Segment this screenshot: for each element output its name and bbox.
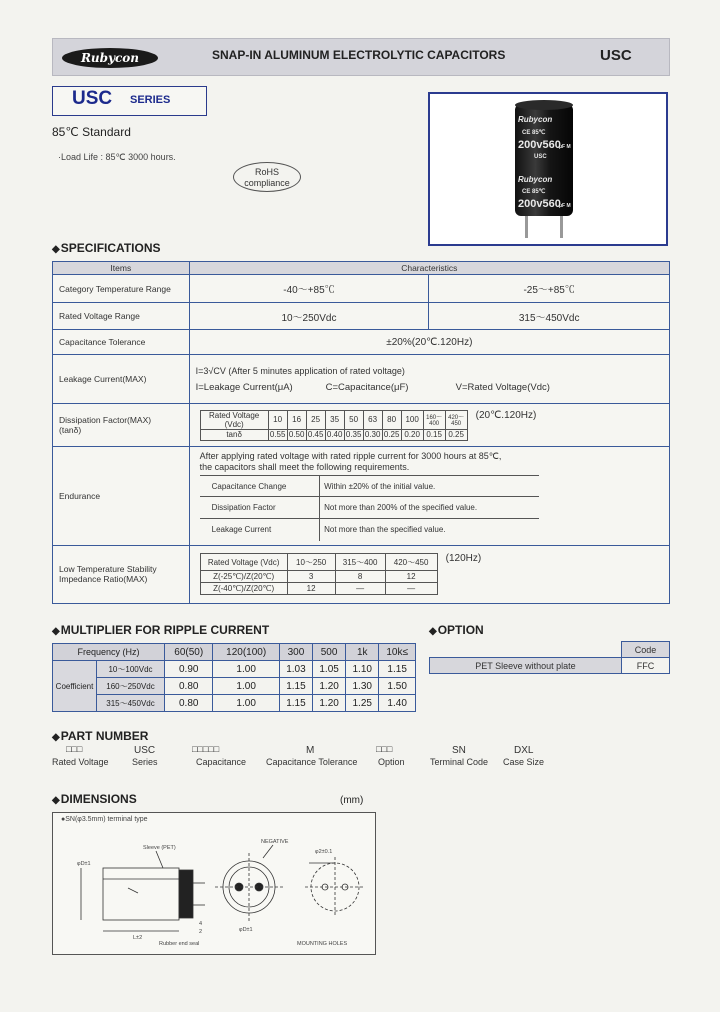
code-header: Code [622, 642, 670, 658]
endurance-cell [189, 447, 669, 546]
freq-value: 300 [279, 644, 312, 661]
terminal-pin [560, 216, 563, 238]
freq-value: 120(100) [213, 644, 279, 661]
multiplier-value: 1.15 [279, 695, 312, 712]
dimension-drawing [53, 813, 375, 954]
section-specifications: ◆SPECIFICATIONS [52, 241, 161, 255]
pn-label: Case Size [503, 757, 545, 767]
lowtemp-cell [189, 545, 669, 603]
lowtemp-row-name: Z(-40℃)/Z(20℃) [200, 583, 287, 595]
dim-label-pin: 4 [199, 921, 203, 927]
cap1-temp: CE 85℃ [522, 130, 546, 136]
multiplier-value: 0.80 [165, 678, 213, 695]
rohs-badge [233, 162, 301, 192]
feature-item: ·Load Life : 85℃ 3000 hours. [58, 152, 176, 162]
dim-label-sleeve: Sleeve (PET) [143, 845, 176, 851]
endurance-grid [200, 475, 539, 541]
leakage-cell [189, 355, 669, 404]
lowtemp-col: 420～450 [385, 554, 437, 571]
df-tan: 0.25 [383, 430, 400, 439]
freq-label: Frequency (Hz) [53, 644, 165, 661]
terminal-pin [525, 216, 528, 238]
spec-row-df [53, 404, 670, 447]
lowtemp-grid [200, 553, 438, 595]
lowtemp-row-name: Z(-25℃)/Z(20℃) [200, 571, 287, 583]
df-row2-head: tanδ [200, 429, 268, 440]
part-number-row [52, 744, 612, 770]
option-item: PET Sleeve without plate [430, 658, 622, 674]
lowtemp-label-2: Impedance Ratio(MAX) [59, 574, 148, 584]
lowtemp-val: 3 [287, 571, 335, 583]
lowtemp-col: 10～250 [287, 554, 335, 571]
freq-value: 10k≤ [379, 644, 416, 661]
multiplier-value: 1.00 [213, 661, 279, 678]
option-table [429, 641, 670, 674]
side-view-body [103, 868, 179, 920]
spec-row-cat-temp [53, 275, 670, 303]
diamond-icon: ◆ [52, 795, 60, 806]
voltage-range: 10～100Vdc [97, 661, 165, 678]
df-voltage: 63 [363, 410, 382, 429]
df-tan: 0.50 [288, 430, 305, 439]
series-word: SERIES [130, 94, 171, 106]
spec-value: ±20%(20℃.120Hz) [189, 330, 669, 355]
items-header: Items [53, 262, 190, 275]
df-tan: 0.55 [269, 430, 286, 439]
multiplier-value: 1.00 [213, 678, 279, 695]
spec-label [53, 545, 190, 603]
dim-label-rubber: Rubber end seal [159, 941, 200, 947]
spec-label: Endurance [53, 447, 190, 546]
multiplier-freq-row [53, 644, 416, 661]
cap1-unit: μF M [559, 144, 571, 150]
diamond-icon: ◆ [52, 626, 60, 637]
lowtemp-val: 12 [287, 583, 335, 595]
df-tan: 0.20 [401, 429, 423, 440]
endurance-value: Not more than the specified value. [320, 519, 539, 541]
spec-row-cap-tolerance [53, 330, 670, 355]
lowtemp-col: 315～400 [335, 554, 385, 571]
pn-label: Capacitance [196, 757, 247, 767]
pn-value: USC [134, 745, 156, 756]
df-voltage: 100 [401, 410, 423, 429]
df-row1-head: Rated Voltage (Vdc) [200, 410, 268, 429]
leakage-v-def: V=Rated Voltage(Vdc) [455, 381, 550, 393]
lowtemp-val: — [385, 583, 437, 595]
spec-value: -25～+85℃ [429, 275, 670, 303]
multiplier-table [52, 643, 416, 712]
spec-row-low-temp [53, 545, 670, 603]
section-dimensions: ◆DIMENSIONS [52, 792, 137, 806]
lowtemp-val: — [335, 583, 385, 595]
section-multiplier: ◆MULTIPLIER FOR RIPPLE CURRENT [52, 623, 270, 637]
df-voltage: 25 [306, 410, 325, 429]
standard-label: 85℃ Standard [52, 125, 131, 139]
spec-value: -40～+85℃ [189, 275, 429, 303]
spec-label [53, 404, 190, 447]
spec-row-rated-voltage [53, 303, 670, 330]
diamond-icon: ◆ [52, 732, 60, 743]
pn-boxes-rated-voltage: □□□ [66, 744, 83, 754]
df-tan: 0.40 [326, 430, 343, 439]
lowtemp-head: Rated Voltage (Vdc) [200, 554, 287, 571]
multiplier-value: 0.90 [165, 661, 213, 678]
freq-value: 500 [313, 644, 346, 661]
dim-label-dia: φD±1 [77, 861, 91, 867]
pn-value: DXL [514, 745, 534, 756]
pn-value: M [306, 745, 315, 756]
lowtemp-val: 12 [385, 571, 437, 583]
leakage-c-def: C=Capacitance(μF) [325, 381, 409, 393]
df-voltage: 420～450 [445, 410, 467, 429]
leakage-defs [196, 382, 663, 393]
pn-label: Rated Voltage [52, 757, 109, 767]
option-blank [430, 642, 622, 658]
multiplier-value: 1.50 [379, 678, 416, 695]
multiplier-value: 1.40 [379, 695, 416, 712]
lowtemp-condition: (120Hz) [445, 553, 482, 564]
multiplier-value: 1.20 [313, 678, 346, 695]
multiplier-value: 1.05 [313, 661, 346, 678]
multiplier-row [53, 695, 416, 712]
spec-header-row [53, 262, 670, 275]
pn-boxes-option: □□□ [376, 744, 393, 754]
endurance-value: Within ±20% of the initial value. [320, 476, 539, 497]
cap2-rating: 200v560 [518, 198, 561, 210]
df-cell [189, 404, 669, 447]
spec-value: 10～250Vdc [189, 303, 429, 330]
spec-row-endurance [53, 447, 670, 546]
dim-label-negative: NEGATIVE [261, 839, 289, 845]
dim-label-term: 2 [199, 929, 203, 935]
spec-label: Leakage Current(MAX) [53, 355, 190, 404]
pn-label: Series [132, 757, 158, 767]
df-voltage: 50 [344, 410, 363, 429]
df-voltage: 10 [268, 410, 287, 429]
df-label-2: (tanδ) [59, 425, 82, 435]
multiplier-row [53, 678, 416, 695]
multiplier-value: 1.20 [313, 695, 346, 712]
rohs-line2: compliance [244, 178, 290, 188]
voltage-range: 315～450Vdc [97, 695, 165, 712]
polarity-arrow [128, 888, 138, 893]
endurance-item: Dissipation Factor [200, 497, 320, 519]
df-tan: 0.15 [423, 429, 445, 440]
coefficient-label: Coefficient [53, 661, 97, 712]
pn-label: Option [378, 757, 405, 767]
pn-boxes-capacitance: □□□□□ [192, 744, 220, 754]
series-code-header: USC [600, 47, 632, 64]
pn-value: SN [452, 745, 466, 756]
option-header-row [430, 642, 670, 658]
leakage-i-def: I=Leakage Current(μA) [195, 381, 293, 393]
diamond-icon: ◆ [429, 626, 437, 637]
cap1-series: USC [534, 154, 547, 160]
df-tan: 0.35 [345, 430, 362, 439]
lowtemp-val: 8 [335, 571, 385, 583]
leakage-formula: I=3√CV (After 5 minutes application of rated voltage) [195, 365, 405, 376]
multiplier-value: 1.00 [213, 695, 279, 712]
df-voltage: 160～400 [423, 410, 445, 429]
voltage-range: 160～250Vdc [97, 678, 165, 695]
characteristics-header: Characteristics [189, 262, 669, 275]
endurance-text: After applying rated voltage with rated ripple current for 3000 hours at 85℃, [199, 451, 502, 461]
leader-line [156, 851, 163, 868]
spec-table [52, 261, 670, 604]
dim-label-mounting: MOUNTING HOLES [297, 941, 348, 947]
option-code: FFC [622, 658, 670, 674]
dimension-drawing-box [52, 812, 376, 955]
pn-label: Terminal Code [430, 757, 489, 767]
leader-line [263, 845, 273, 858]
multiplier-value: 1.10 [346, 661, 379, 678]
lowtemp-label-1: Low Temperature Stability [59, 564, 157, 574]
cap2-unit: μF M [559, 203, 571, 209]
df-tan: 0.25 [445, 429, 467, 440]
df-voltage: 80 [382, 410, 401, 429]
section-option: ◆OPTION [429, 623, 484, 637]
endurance-item: Leakage Current [200, 519, 320, 541]
multiplier-value: 1.25 [346, 695, 379, 712]
multiplier-row [53, 661, 416, 678]
multiplier-value: 1.03 [279, 661, 312, 678]
spec-row-leakage [53, 355, 670, 404]
endurance-item: Capacitance Change [200, 476, 320, 497]
multiplier-value: 1.30 [346, 678, 379, 695]
cap2-temp: CE 85℃ [522, 189, 546, 195]
option-row [430, 658, 670, 674]
dim-label-pcb: φ2±0.1 [315, 849, 333, 855]
brand-logo: Rubycon [62, 48, 158, 68]
pn-label: Capacitance Tolerance [266, 757, 358, 767]
spec-label: Category Temperature Range [53, 275, 190, 303]
diamond-icon: ◆ [52, 244, 60, 255]
dims-unit: (mm) [340, 795, 364, 806]
df-tan: 0.30 [364, 430, 381, 439]
endurance-value: Not more than 200% of the specified value. [320, 497, 539, 519]
df-voltage: 35 [325, 410, 344, 429]
dim-label-length: L±2 [133, 935, 143, 941]
spec-label: Capacitance Tolerance [53, 330, 190, 355]
product-photo [428, 92, 668, 246]
rohs-line1: RoHS [254, 167, 279, 177]
section-part-number: ◆PART NUMBER [52, 729, 149, 743]
side-view-seal [179, 870, 193, 918]
freq-value: 60(50) [165, 644, 213, 661]
capacitor-illustration [430, 94, 666, 244]
df-tan: 0.45 [307, 430, 324, 439]
series-code: USC [72, 88, 113, 109]
multiplier-value: 0.80 [165, 695, 213, 712]
df-label: Dissipation Factor(MAX) [59, 415, 152, 425]
cap2-brand: Rubycon [518, 175, 553, 184]
freq-value: 1k [346, 644, 379, 661]
multiplier-value: 1.15 [379, 661, 416, 678]
dims-box-title: ●SN(φ3.5mm) terminal type [61, 816, 148, 823]
multiplier-value: 1.15 [279, 678, 312, 695]
capacitor-top [515, 100, 573, 110]
page-title: SNAP-IN ALUMINUM ELECTROLYTIC CAPACITORS [212, 48, 506, 62]
cap1-rating: 200v560 [518, 139, 561, 151]
cap1-brand: Rubycon [518, 115, 553, 124]
endurance-text: the capacitors shall meet the following requirements. [199, 462, 410, 472]
spec-value: 315～450Vdc [429, 303, 670, 330]
df-condition: (20℃.120Hz) [475, 409, 537, 421]
df-grid [200, 410, 468, 441]
dim-label-dia-b: φD±1 [239, 927, 253, 933]
spec-label: Rated Voltage Range [53, 303, 190, 330]
df-voltage: 16 [287, 410, 306, 429]
